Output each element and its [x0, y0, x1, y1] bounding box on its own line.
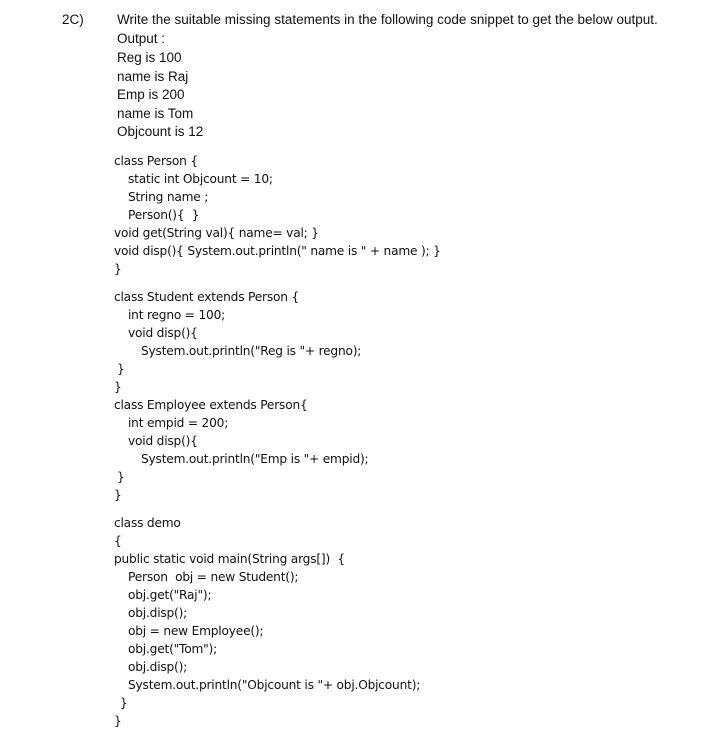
- question-number: 2C): [62, 12, 84, 27]
- code-line: class Student extends Person {: [114, 290, 300, 304]
- output-line: Emp is 200: [117, 87, 185, 102]
- code-line: obj = new Employee();: [128, 624, 264, 638]
- code-line: }: [117, 362, 125, 376]
- code-line: }: [114, 380, 122, 394]
- code-line: }: [120, 696, 128, 710]
- code-line: class demo: [114, 516, 181, 530]
- code-line: obj.disp();: [128, 660, 188, 674]
- code-line: void disp(){: [128, 434, 198, 448]
- code-line: }: [114, 262, 122, 276]
- code-line: System.out.println("Emp is "+ empid);: [141, 452, 369, 466]
- code-line: int regno = 100;: [128, 308, 226, 322]
- output-line: Objcount is 12: [117, 124, 204, 139]
- output-line: Reg is 100: [117, 50, 182, 65]
- code-line: class Employee extends Person{: [114, 398, 308, 412]
- output-line: name is Raj: [117, 68, 189, 84]
- question-prompt: Write the suitable missing statements in the following code snippet to get the below output.: [117, 12, 658, 27]
- code-line: {: [114, 534, 122, 548]
- code-line: void disp(){ System.out.println(" name is " + name ); }: [114, 244, 441, 258]
- code-line: public static void main(String args[]) {: [114, 552, 345, 566]
- code-line: void get(String val){ name= val; }: [114, 226, 319, 240]
- code-line: obj.disp();: [128, 606, 188, 620]
- code-line: }: [117, 470, 125, 484]
- code-line: }: [114, 488, 122, 502]
- code-line: System.out.println("Reg is "+ regno);: [141, 344, 362, 358]
- code-line: obj.get("Tom");: [128, 642, 217, 656]
- code-line: obj.get("Raj");: [128, 588, 212, 602]
- code-line: Person(){ }: [128, 208, 200, 222]
- code-line: System.out.println("Objcount is "+ obj.Objcount);: [128, 678, 421, 692]
- code-line: static int Objcount = 10;: [128, 172, 273, 186]
- code-line: Person obj = new Student();: [128, 570, 299, 584]
- output-line: name is Tom: [117, 105, 194, 121]
- code-line: void disp(){: [128, 326, 198, 340]
- output-label: Output :: [117, 31, 166, 46]
- code-line: }: [114, 714, 122, 728]
- code-line: int empid = 200;: [128, 416, 229, 430]
- code-line: class Person {: [114, 154, 198, 168]
- code-line: String name ;: [128, 190, 209, 204]
